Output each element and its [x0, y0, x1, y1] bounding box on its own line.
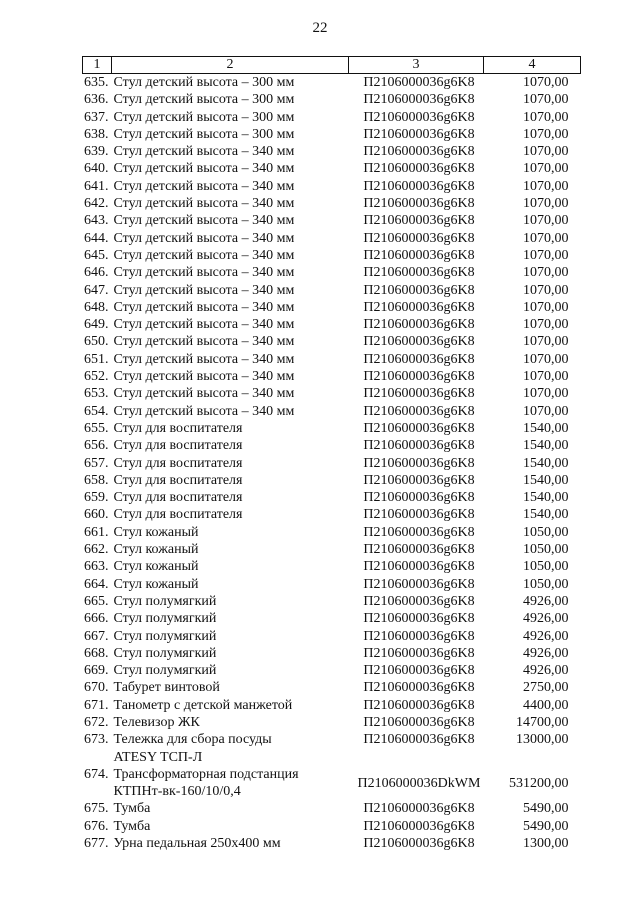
- row-name: [112, 420, 349, 437]
- row-price: 1070,00: [523, 317, 569, 333]
- row-code: П2106000036g6K8: [363, 801, 475, 817]
- row-number: 640.: [84, 161, 109, 177]
- row-price: 2750,00: [523, 680, 569, 696]
- row-name: [112, 195, 349, 212]
- row-name: [112, 576, 349, 593]
- row-number: 637.: [84, 109, 109, 125]
- row-code: П2106000036g6K8: [363, 369, 475, 385]
- row-code: П2106000036g6K8: [363, 818, 475, 834]
- row-name-line: Стул детский высота – 340 мм: [113, 178, 295, 194]
- row-name-line: Стул детский высота – 340 мм: [113, 161, 295, 177]
- row-name-line: Тумба: [113, 801, 151, 817]
- row-name-line: Стул детский высота – 340 мм: [113, 317, 295, 333]
- table-row: [83, 351, 581, 368]
- row-price: 13000,00: [516, 732, 569, 748]
- row-name-line: Стул для воспитателя: [113, 438, 243, 454]
- table-row: [83, 195, 581, 212]
- row-price: 1070,00: [523, 126, 569, 142]
- row-name-line: Стул для воспитателя: [113, 455, 243, 471]
- row-name: [112, 610, 349, 627]
- table-row: [83, 403, 581, 420]
- table-row: [83, 247, 581, 264]
- row-name: [112, 818, 349, 835]
- row-code: П2106000036g6K8: [363, 836, 475, 852]
- row-price: 1050,00: [523, 542, 569, 558]
- row-code: П2106000036g6K8: [363, 680, 475, 696]
- table-row: [83, 126, 581, 143]
- row-name-line: Стул детский высота – 340 мм: [113, 386, 295, 402]
- row-code: П2106000036g6K8: [363, 524, 475, 540]
- row-name-line: Стул детский высота – 340 мм: [113, 282, 295, 298]
- row-name: [112, 282, 349, 299]
- column-header-name: 2: [112, 57, 349, 74]
- row-name: [112, 230, 349, 247]
- row-name: [112, 437, 349, 454]
- row-name-line: Стул детский высота – 340 мм: [113, 403, 295, 419]
- column-header-code: 3: [349, 57, 484, 74]
- row-name-line: Стул для воспитателя: [113, 507, 243, 523]
- row-number: 656.: [84, 438, 109, 454]
- row-name: [112, 731, 349, 766]
- row-name-line: Стул детский высота – 300 мм: [113, 126, 295, 142]
- row-code: П2106000036g6K8: [363, 732, 475, 748]
- row-number: 660.: [84, 507, 109, 523]
- row-price: 4926,00: [523, 628, 569, 644]
- row-name: [112, 74, 349, 92]
- row-price: 1050,00: [523, 524, 569, 540]
- table-row: [83, 299, 581, 316]
- table-row: [83, 212, 581, 229]
- table-row: [83, 264, 581, 281]
- column-header-number: 1: [83, 57, 112, 74]
- table-row: [83, 645, 581, 662]
- row-code: П2106000036g6K8: [363, 438, 475, 454]
- row-name-line: Стул детский высота – 340 мм: [113, 247, 295, 263]
- row-price: 1070,00: [523, 161, 569, 177]
- row-name: [112, 212, 349, 229]
- row-name: [112, 506, 349, 523]
- row-number: 668.: [84, 645, 109, 661]
- row-name: [112, 109, 349, 126]
- table-row: [83, 282, 581, 299]
- row-name-line: Стул детский высота – 340 мм: [113, 299, 295, 315]
- row-code: П2106000036g6K8: [363, 472, 475, 488]
- row-code: П2106000036g6K8: [363, 196, 475, 212]
- row-number: 648.: [84, 299, 109, 315]
- row-number: 662.: [84, 542, 109, 558]
- row-number: 667.: [84, 628, 109, 644]
- row-number: 654.: [84, 403, 109, 419]
- row-number: 677.: [84, 836, 109, 852]
- row-code: П2106000036g6K8: [363, 542, 475, 558]
- row-number: 669.: [84, 663, 109, 679]
- row-number: 674.: [84, 766, 109, 782]
- inventory-table: [82, 56, 581, 852]
- row-number: 647.: [84, 282, 109, 298]
- row-name-line: Стул детский высота – 340 мм: [113, 334, 295, 350]
- row-price: 1070,00: [523, 247, 569, 263]
- table-row: [83, 316, 581, 333]
- row-code: П2106000036g6K8: [363, 75, 475, 90]
- row-number: 676.: [84, 818, 109, 834]
- row-code: П2106000036g6K8: [363, 282, 475, 298]
- row-code: П2106000036g6K8: [363, 334, 475, 350]
- row-price: 1070,00: [523, 196, 569, 212]
- row-name: [112, 299, 349, 316]
- row-name-line: Стул полумягкий: [113, 611, 217, 627]
- table-row: [83, 420, 581, 437]
- row-name: [112, 835, 349, 852]
- row-name: [112, 714, 349, 731]
- table-row: [83, 230, 581, 247]
- row-number: 635.: [84, 75, 109, 90]
- row-name: [112, 800, 349, 817]
- row-name-line: Стул детский высота – 340 мм: [113, 196, 295, 212]
- table-row: [83, 662, 581, 679]
- row-price: 1540,00: [523, 507, 569, 523]
- page-number: 22: [312, 20, 328, 36]
- row-name-line: Стул детский высота – 300 мм: [113, 109, 295, 125]
- row-price: 1070,00: [523, 351, 569, 367]
- table-row: [83, 368, 581, 385]
- row-name-line: Стул детский высота – 340 мм: [113, 144, 295, 160]
- row-code: П2106000036g6K8: [363, 420, 475, 436]
- row-code: П2106000036g6K8: [363, 144, 475, 160]
- table-row: [83, 679, 581, 696]
- row-number: 663.: [84, 559, 109, 575]
- row-price: 4926,00: [523, 663, 569, 679]
- row-price: 1070,00: [523, 282, 569, 298]
- row-name-line: Стул полумягкий: [113, 628, 217, 644]
- row-price: 1070,00: [523, 230, 569, 246]
- table-row: [83, 472, 581, 489]
- row-number: 655.: [84, 420, 109, 436]
- row-code: П2106000036DkWM: [357, 775, 481, 791]
- table-row: [83, 835, 581, 852]
- row-price: 1070,00: [523, 75, 569, 90]
- row-price: 14700,00: [516, 714, 569, 730]
- table-row: [83, 455, 581, 472]
- row-price: 1300,00: [523, 836, 569, 852]
- row-name-line: Стул кожаный: [113, 559, 199, 575]
- row-number: 661.: [84, 524, 109, 540]
- row-code: П2106000036g6K8: [363, 247, 475, 263]
- row-name: [112, 351, 349, 368]
- row-name-line: Трансформаторная подстанция: [113, 766, 299, 782]
- row-price: 4926,00: [523, 645, 569, 661]
- table-row: [83, 333, 581, 350]
- row-name-line: Стул кожаный: [113, 542, 199, 558]
- row-code: П2106000036g6K8: [363, 593, 475, 609]
- row-number: 636.: [84, 92, 109, 108]
- table-row: [83, 524, 581, 541]
- row-code: П2106000036g6K8: [363, 317, 475, 333]
- table-row: [83, 143, 581, 160]
- row-code: П2106000036g6K8: [363, 178, 475, 194]
- row-code: П2106000036g6K8: [363, 663, 475, 679]
- row-price: 1540,00: [523, 438, 569, 454]
- row-name: [112, 143, 349, 160]
- row-price: 1070,00: [523, 144, 569, 160]
- row-code: П2106000036g6K8: [363, 455, 475, 471]
- row-name-line: Тумба: [113, 818, 151, 834]
- row-code: П2106000036g6K8: [363, 230, 475, 246]
- row-number: 650.: [84, 334, 109, 350]
- row-number: 673.: [84, 732, 109, 748]
- row-price: 531200,00: [509, 775, 569, 791]
- row-code: П2106000036g6K8: [363, 507, 475, 523]
- row-name: [112, 593, 349, 610]
- row-number: 639.: [84, 144, 109, 160]
- table-row: [83, 91, 581, 108]
- row-price: 4926,00: [523, 593, 569, 609]
- row-name-line: Стул детский высота – 340 мм: [113, 230, 295, 246]
- table-row: [83, 714, 581, 731]
- row-name: [112, 645, 349, 662]
- row-number: 658.: [84, 472, 109, 488]
- row-name-line: Стул для воспитателя: [113, 420, 243, 436]
- row-name-line: Стул детский высота – 340 мм: [113, 213, 295, 229]
- row-price: 4926,00: [523, 611, 569, 627]
- row-code: П2106000036g6K8: [363, 576, 475, 592]
- table-row: [83, 766, 581, 801]
- table-row: [83, 178, 581, 195]
- row-code: П2106000036g6K8: [363, 697, 475, 713]
- row-price: 1070,00: [523, 213, 569, 229]
- row-name: [112, 178, 349, 195]
- row-code: П2106000036g6K8: [363, 611, 475, 627]
- table-row: [83, 160, 581, 177]
- row-code: П2106000036g6K8: [363, 403, 475, 419]
- table-row: [83, 800, 581, 817]
- row-name: [112, 628, 349, 645]
- row-number: 646.: [84, 265, 109, 281]
- row-price: 1070,00: [523, 386, 569, 402]
- row-code: П2106000036g6K8: [363, 109, 475, 125]
- column-header-price: 4: [484, 57, 581, 74]
- row-name: [112, 316, 349, 333]
- row-price: 1070,00: [523, 92, 569, 108]
- row-number: 638.: [84, 126, 109, 142]
- row-price: 1050,00: [523, 559, 569, 575]
- row-price: 1070,00: [523, 334, 569, 350]
- row-number: 675.: [84, 801, 109, 817]
- row-name-line: Стул полумягкий: [113, 645, 217, 661]
- row-number: 653.: [84, 386, 109, 402]
- row-name-line: Стул детский высота – 300 мм: [113, 75, 295, 90]
- table-row: [83, 818, 581, 835]
- row-name-line: Стул детский высота – 340 мм: [113, 351, 295, 367]
- table-row: [83, 628, 581, 645]
- row-price: 1540,00: [523, 490, 569, 506]
- row-name-line: Табурет винтовой: [113, 680, 220, 696]
- row-price: 1050,00: [523, 576, 569, 592]
- row-name: [112, 524, 349, 541]
- row-name: [112, 403, 349, 420]
- row-number: 659.: [84, 490, 109, 506]
- row-number: 644.: [84, 230, 109, 246]
- table-row: [83, 558, 581, 575]
- row-number: 642.: [84, 196, 109, 212]
- row-name: [112, 697, 349, 714]
- row-name: [112, 160, 349, 177]
- row-price: 1540,00: [523, 420, 569, 436]
- row-price: 1540,00: [523, 472, 569, 488]
- row-name-line: Стул детский высота – 340 мм: [113, 265, 295, 281]
- row-code: П2106000036g6K8: [363, 628, 475, 644]
- row-number: 645.: [84, 247, 109, 263]
- row-number: 657.: [84, 455, 109, 471]
- row-number: 665.: [84, 593, 109, 609]
- row-name-line: Урна педальная 250х400 мм: [113, 836, 281, 852]
- row-name: [112, 247, 349, 264]
- row-name: [112, 368, 349, 385]
- row-number: 649.: [84, 317, 109, 333]
- row-price: 1070,00: [523, 109, 569, 125]
- row-name-line: Стул кожаный: [113, 524, 199, 540]
- row-name: [112, 766, 349, 801]
- row-number: 643.: [84, 213, 109, 229]
- row-name: [112, 472, 349, 489]
- table-row: [83, 541, 581, 558]
- table-row: [83, 109, 581, 126]
- row-number: 641.: [84, 178, 109, 194]
- row-code: П2106000036g6K8: [363, 299, 475, 315]
- row-code: П2106000036g6K8: [363, 265, 475, 281]
- row-name: [112, 541, 349, 558]
- table-row: [83, 576, 581, 593]
- row-code: П2106000036g6K8: [363, 161, 475, 177]
- row-code: П2106000036g6K8: [363, 490, 475, 506]
- row-price: 5490,00: [523, 801, 569, 817]
- row-name: [112, 662, 349, 679]
- row-number: 671.: [84, 697, 109, 713]
- row-name: [112, 489, 349, 506]
- row-price: 1070,00: [523, 369, 569, 385]
- table-row: [83, 506, 581, 523]
- row-name-line: Стул для воспитателя: [113, 472, 243, 488]
- table-row: [83, 489, 581, 506]
- row-name-line: Стул полумягкий: [113, 593, 217, 609]
- row-price: 1070,00: [523, 403, 569, 419]
- row-code: П2106000036g6K8: [363, 126, 475, 142]
- row-code: П2106000036g6K8: [363, 351, 475, 367]
- row-name: [112, 91, 349, 108]
- row-name: [112, 264, 349, 281]
- row-name: [112, 126, 349, 143]
- row-number: 672.: [84, 714, 109, 730]
- row-code: П2106000036g6K8: [363, 645, 475, 661]
- row-name-line: Телевизор ЖК: [113, 714, 200, 730]
- row-number: 652.: [84, 369, 109, 385]
- row-name-line: Стул детский высота – 340 мм: [113, 369, 295, 385]
- row-name-line: Стул детский высота – 300 мм: [113, 92, 295, 108]
- row-name-line-2: ATESY ТСП-Л: [113, 749, 203, 765]
- table-row: [83, 731, 581, 766]
- row-name-line: Стул кожаный: [113, 576, 199, 592]
- row-code: П2106000036g6K8: [363, 559, 475, 575]
- row-price: 5490,00: [523, 818, 569, 834]
- row-number: 666.: [84, 611, 109, 627]
- row-number: 651.: [84, 351, 109, 367]
- table-row: [83, 697, 581, 714]
- row-name: [112, 558, 349, 575]
- row-name: [112, 385, 349, 402]
- row-code: П2106000036g6K8: [363, 714, 475, 730]
- row-name-line: Стул для воспитателя: [113, 490, 243, 506]
- row-price: 1070,00: [523, 265, 569, 281]
- table-header-row: [83, 57, 581, 74]
- row-code: П2106000036g6K8: [363, 213, 475, 229]
- row-number: 670.: [84, 680, 109, 696]
- row-name: [112, 679, 349, 696]
- table-row: [83, 437, 581, 454]
- row-number: 664.: [84, 576, 109, 592]
- row-name-line: Тележка для сбора посуды: [113, 732, 272, 748]
- row-name-line-2: КТПНт-вк-160/10/0,4: [113, 784, 241, 800]
- row-code: П2106000036g6K8: [363, 92, 475, 108]
- table-row: [83, 385, 581, 402]
- row-name-line: Танометр с детской манжетой: [113, 697, 293, 713]
- row-name: [112, 455, 349, 472]
- table-row: [83, 610, 581, 627]
- table-row: [83, 74, 581, 92]
- row-name-line: Стул полумягкий: [113, 663, 217, 679]
- row-code: П2106000036g6K8: [363, 386, 475, 402]
- table-row: [83, 593, 581, 610]
- row-price: 1070,00: [523, 299, 569, 315]
- row-price: 1070,00: [523, 178, 569, 194]
- row-price: 4400,00: [523, 697, 569, 713]
- row-name: [112, 333, 349, 350]
- row-price: 1540,00: [523, 455, 569, 471]
